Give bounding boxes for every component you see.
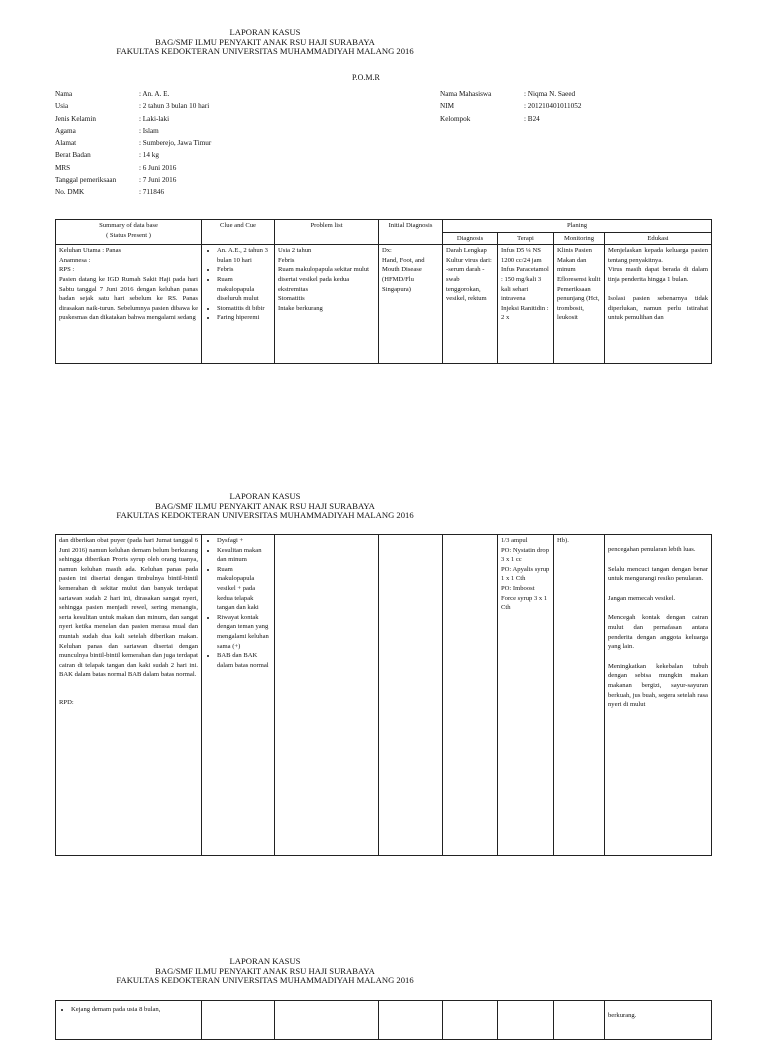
initial-diagnosis-cell	[379, 535, 443, 856]
info-label: Berat Badan	[55, 151, 91, 160]
list-item: • Kejang demam pada usia 8 bulan,	[71, 1005, 198, 1015]
edukasi-paragraph: pencegahan penularan lebih luas.	[608, 546, 696, 553]
header-title: LAPORAN KASUS	[229, 956, 301, 966]
diagnosis-cell	[443, 535, 498, 856]
edukasi-cell: Menjelaskan kepada keluarga pasien tentang penyakitnya. Virus masih dapat berada di dalam tinja penderita hingga 1 bulan. Isolasi pasien sebenarnya tidak diperlukan, namun perlu istirahat untuk pemulihan dan	[605, 245, 712, 364]
list-item: • Faring hiperemi	[217, 313, 271, 323]
rpd-label: RPD:	[59, 698, 74, 706]
header-faculty: FAKULTAS KEDOKTERAN UNIVERSITAS MUHAMMADIYAH MALANG 2016	[116, 46, 414, 57]
header-summary-text: Summary of data base	[99, 222, 158, 229]
header-edukasi: Edukasi	[605, 232, 712, 245]
clue-list	[205, 536, 271, 670]
list-item: • Riwayat kontak dengan teman yang mengalami keluhan sama (+)	[217, 613, 271, 651]
edukasi-paragraph: Mencegah kontak dengan cairan mulut dan pernafasan antara penderita dengan anggota keluarga yang lain.	[608, 614, 708, 651]
info-value: : Laki-laki	[139, 114, 170, 123]
header-summary-sub: ( Status Present )	[106, 231, 151, 239]
clue-cell	[202, 535, 275, 856]
info-row	[55, 100, 211, 112]
info-row	[55, 88, 211, 100]
pomr-table-1	[55, 219, 712, 364]
diagnosis-cell	[443, 1001, 498, 1040]
header-title: LAPORAN KASUS	[229, 491, 301, 501]
header-faculty: FAKULTAS KEDOKTERAN UNIVERSITAS MUHAMMADIYAH MALANG 2016	[116, 510, 414, 521]
clue-cell	[202, 1001, 275, 1040]
info-label: Jenis Kelamin	[55, 114, 96, 123]
info-value: : An. A. E.	[139, 90, 170, 98]
list-item: • Ruam makulopapula vesikel + pada kedua telapak tangan dan kaki	[217, 565, 271, 613]
monitoring-cell: Klinis Pasien Makan dan minum Efloresensi kulit Pemeriksaan penunjang (Hct, trombosit, leukosit	[554, 245, 605, 364]
terapi-cell: 1/3 ampul PO: Nystatin drop 3 x 1 cc PO: Apyalis syrup 1 x 1 Cth PO: Imboost Force syrup 3 x 1 Cth	[498, 535, 554, 856]
pomr-table-3	[55, 1000, 712, 1040]
pomr-title: P.O.M.R	[352, 73, 380, 82]
header-problem: Problem list	[275, 220, 379, 245]
info-value: : 201210401011052	[524, 102, 582, 111]
header-title: LAPORAN KASUS	[229, 27, 301, 37]
list-item: • Febris	[217, 265, 271, 275]
info-value: : B24	[524, 114, 540, 123]
initial-diagnosis-cell	[379, 1001, 443, 1040]
monitoring-cell	[554, 1001, 605, 1040]
initial-diagnosis-cell: Dx: Hand, Foot, and Mouth Disease (HFMD/Flu Singapura)	[379, 245, 443, 364]
info-value: : Niqma N. Saeed	[524, 90, 576, 98]
terapi-cell: Infus D5 ¼ NS 1200 cc/24 jam Infus Paracetamol : 150 mg/kali 3 kali sehari intravena Injeksi Ranitidin : 2 x	[498, 245, 554, 364]
summary-list	[59, 1002, 198, 1015]
problem-cell: Usia 2 tahun Febris Ruam makulopapula sekitar mulut disertai vesikel pada kedua ekstremitas Stomatitis Intake berkurang	[275, 245, 379, 364]
list-item: • Stomatitis di bibir	[217, 304, 271, 314]
edukasi-cell	[605, 535, 712, 856]
list-item: • Dysfagi +	[217, 536, 271, 546]
info-value: : 711846	[139, 188, 165, 197]
info-label: Tanggal pemeriksaan	[55, 176, 117, 185]
info-label: Kelompok	[440, 114, 471, 123]
student-info	[440, 88, 581, 125]
info-label: No. DMK	[55, 188, 85, 197]
page-header-2	[0, 492, 530, 521]
header-planing: Planing	[443, 220, 712, 233]
pomr-table-2	[55, 534, 712, 856]
problem-cell	[275, 1001, 379, 1040]
info-value: : 2 tahun 3 bulan 10 hari	[139, 102, 210, 111]
list-item: • Kesulitan makan dan minum	[217, 546, 271, 565]
list-item: • BAB dan BAK dalam batas normal	[217, 651, 271, 670]
info-value: : Islam	[139, 126, 159, 135]
page-header-3	[0, 957, 530, 986]
info-row	[55, 162, 211, 174]
page-header-1	[0, 28, 530, 57]
header-monitoring: Monitoring	[554, 232, 605, 245]
info-value: : 14 kg	[139, 151, 159, 160]
info-label: NIM	[440, 102, 454, 111]
info-label: Nama Mahasiswa	[440, 90, 492, 98]
header-department: BAG/SMF ILMU PENYAKIT ANAK RSU HAJI SURABAYA	[155, 500, 375, 511]
info-label: Alamat	[55, 139, 77, 148]
info-row	[440, 100, 581, 112]
edukasi-paragraph: Jangan memecah vesikel.	[608, 594, 676, 602]
clue-cell	[202, 245, 275, 364]
summary-cell	[56, 535, 202, 856]
info-row	[440, 88, 581, 100]
info-row	[55, 125, 211, 137]
edukasi-paragraph: Meningkatkan kekebalan tubuh dengan sebisa mungkin makan makanan bergizi, sayur-sayuran berkuah, jus buah, segera setelah rasa nyeri di mulut	[608, 662, 708, 709]
terapi-cell	[498, 1001, 554, 1040]
list-item: • Ruam makulopapula diseluruh mulut	[217, 275, 271, 304]
info-row	[440, 113, 581, 125]
header-terapi: Terapi	[498, 232, 554, 245]
header-diagnosis: Diagnosis	[443, 232, 498, 245]
diagnosis-cell: Darah Lengkap Kultur virus dari: -serum darah -swab tenggorokan, vesikel, rektum	[443, 245, 498, 364]
summary-text: dan diberikan obat puyer (pada hari Jumat tanggal 6 Juni 2016) namun keluhan demam belum berkurang sehingga diberikan Proris syrup oleh orang tuanya, namun keluhan masih ada. Keluhan panas pada pasien ini disertai dengan timbulnya bintil-bintil kemerahan di sekitar mulut dan banyak terdapat sariawan sudah 2 hari ini, dirasakan sangat nyeri, sehingga pasien menjadi rewel, sering menangis, serta kesulitan untuk makan dan minum, dan sangat nyeri ketika menelan dan pasien merasa mual dan muntah sudah dua kali setelah diberikan makan. Keluhan panas dan sariawan disertai dengan munculnya bintil-bintil kemerahan dan juga terdapat cairan di telapak tangan dan kaki sudah 2 hari ini. BAK dalam batas normal BAB dalam batas normal.	[59, 537, 198, 679]
header-initial: Initial Diagnosis	[379, 220, 443, 245]
info-label: Agama	[55, 126, 76, 135]
info-row	[55, 174, 211, 186]
monitoring-cell: Hb).	[554, 535, 605, 856]
clue-list	[205, 246, 271, 323]
header-department: BAG/SMF ILMU PENYAKIT ANAK RSU HAJI SURABAYA	[155, 36, 375, 47]
list-item: • An. A.E., 2 tahun 3 bulan 10 hari	[217, 246, 271, 265]
info-row	[55, 137, 211, 149]
info-value: : 7 Juni 2016	[139, 176, 177, 185]
edukasi-paragraph: Selalu mencuci tangan dengan benar untuk mengurangi resiko penularan.	[608, 565, 708, 583]
patient-info	[55, 88, 211, 199]
header-summary	[56, 220, 202, 245]
info-row	[55, 149, 211, 161]
edukasi-cell: berkurang.	[605, 1001, 712, 1040]
summary-cell	[56, 1001, 202, 1040]
header-clue: Clue and Cue	[202, 220, 275, 245]
header-faculty: FAKULTAS KEDOKTERAN UNIVERSITAS MUHAMMADIYAH MALANG 2016	[116, 975, 414, 986]
info-label: Usia	[55, 102, 69, 111]
info-value: : 6 Juni 2016	[139, 163, 177, 172]
problem-cell	[275, 535, 379, 856]
info-row	[55, 113, 211, 125]
summary-cell: Keluhan Utama : Panas Anamnesa : RPS : Pasien datang ke IGD Rumah Sakit Haji pada hari Sabtu tanggal 7 Juni 2016 dengan keluhan panas badan sejak satu hari sebelum ke RS. Panas dirasakan naik-turun. Sebelumnya pasien dibawa ke puskesmas dan dikatakan bahwa mengalami sedang	[56, 245, 202, 364]
info-row	[55, 186, 211, 198]
info-value: : Sumberejo, Jawa Timur	[139, 139, 212, 148]
info-label: MRS	[55, 163, 71, 172]
header-department: BAG/SMF ILMU PENYAKIT ANAK RSU HAJI SURABAYA	[155, 965, 375, 976]
info-label: Nama	[55, 90, 73, 98]
